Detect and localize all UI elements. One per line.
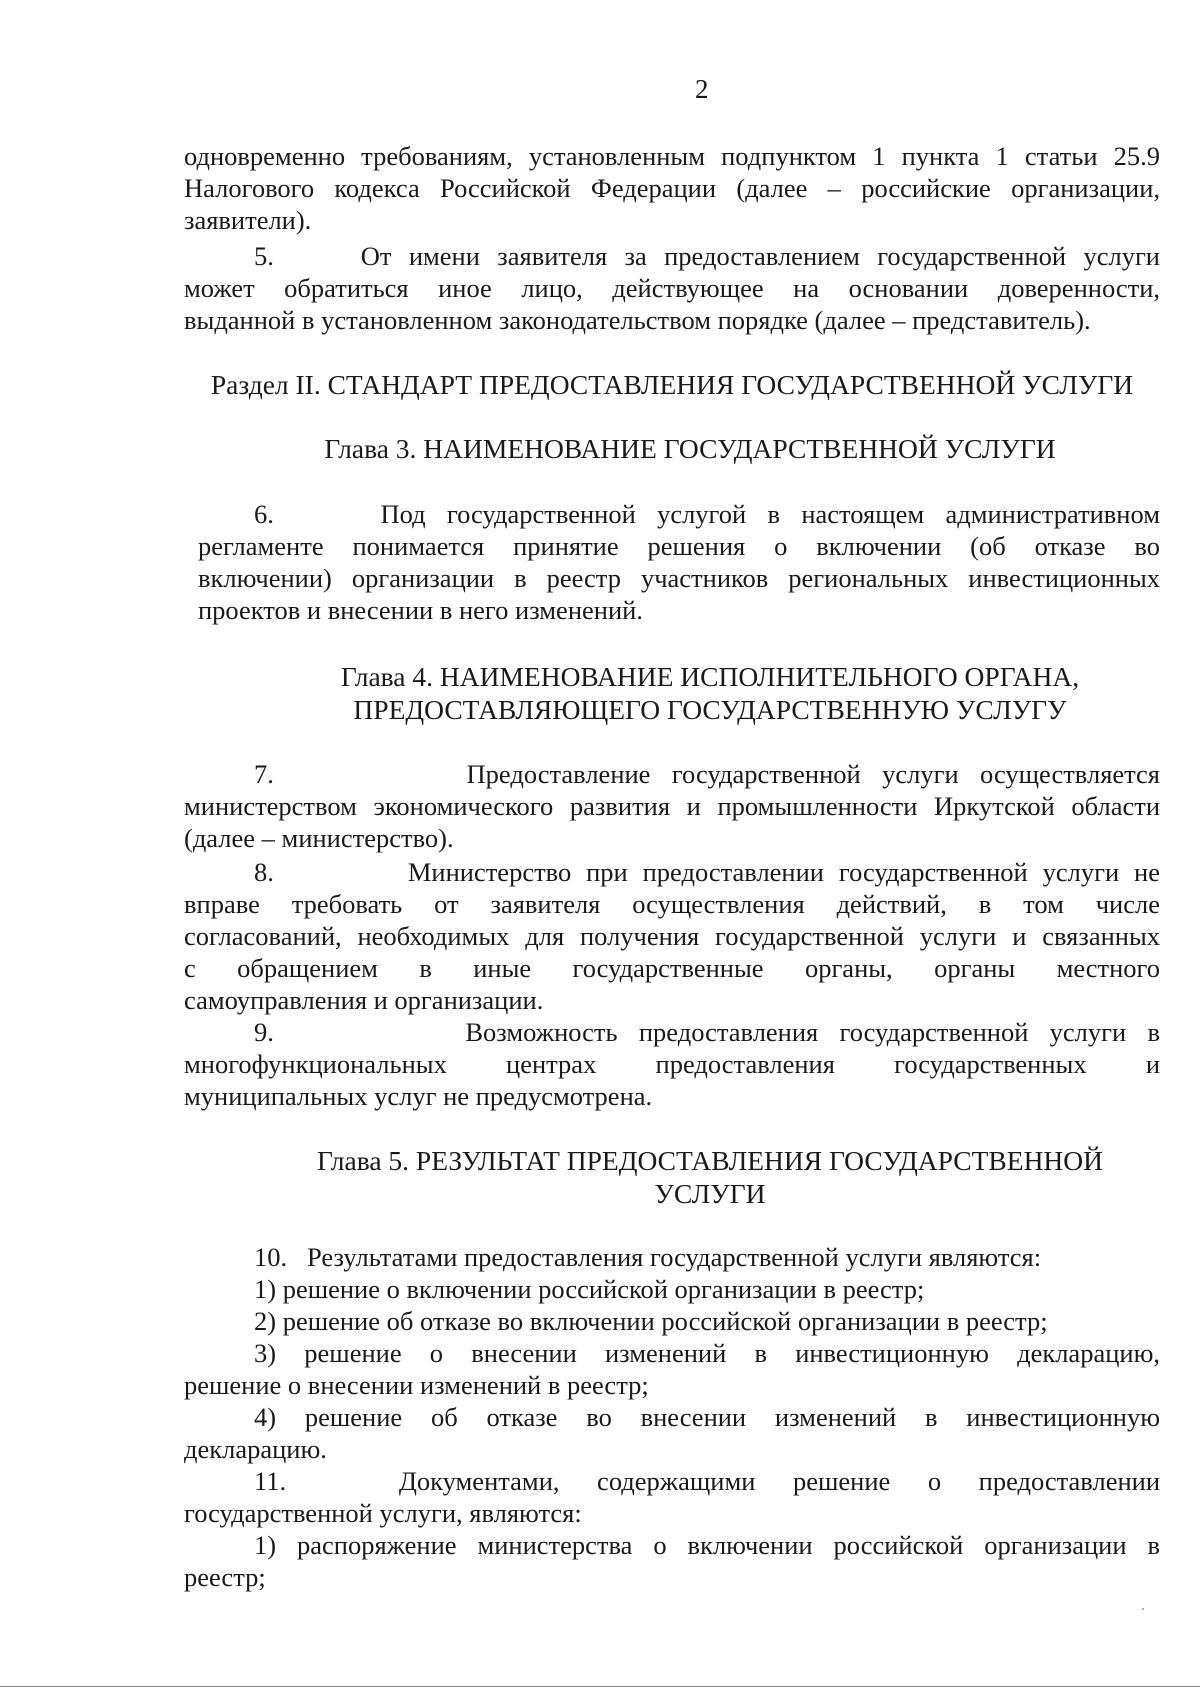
paragraph-6 [198,498,1160,626]
chapter-5-title-line2: УСЛУГИ [654,1178,766,1209]
chapter-5-heading [270,1144,1150,1210]
paragraph-5 [184,240,1160,336]
text-line: 5. От имени заявителя за предоставлением государственной услуги [254,241,1160,271]
chapter-4-heading [270,660,1150,726]
text-line: может обратиться иное лицо, действующее на основании доверенности, [184,273,1160,303]
text-line: муниципальных услуг не предусмотрена. [184,1081,653,1111]
text-line: декларацию. [184,1434,327,1464]
paragraph-8 [184,856,1160,1016]
page-number-text: 2 [695,74,709,104]
section-title: Раздел II. СТАНДАРТ ПРЕДОСТАВЛЕНИЯ ГОСУДАРСТВЕННОЙ УСЛУГИ [210,369,1134,400]
text-line: решение о внесении изменений в реестр; [184,1370,649,1400]
text-line: 10. Результатами предоставления государственной услуги являются: [254,1242,1042,1272]
text-line: с обращением в иные государственные органы, органы местного [184,953,1160,983]
list-item: 1) решение о включении российской организации в реестр; [254,1274,925,1304]
text-line: министерством экономического развития и промышленности Иркутской области [184,791,1160,821]
text-line: одновременно требованиям, установленным подпунктом 1 пункта 1 статьи 25.9 [184,141,1160,171]
text-line: 6. Под государственной услугой в настоящем административном [254,499,1160,529]
chapter-4-title-line1: Глава 4. НАИМЕНОВАНИЕ ИСПОЛНИТЕЛЬНОГО ОРГАНА, [340,661,1080,692]
text-line: 11. Документами, содержащими решение о предоставлении [254,1466,1160,1496]
chapter-4-title-line2: ПРЕДОСТАВЛЯЮЩЕГО ГОСУДАРСТВЕННУЮ УСЛУГУ [353,694,1067,725]
text-line: (далее – министерство). [184,823,454,853]
text-line: 8. Министерство при предоставлении государственной услуги не [254,857,1160,887]
text-line: 9. Возможность предоставления государственной услуги в [254,1017,1160,1047]
text-line: вправе требовать от заявителя осуществления действий, в том числе [184,889,1160,919]
text-line: регламенте понимается принятие решения о включении (об отказе во [198,531,1160,561]
text-line: реестр; [184,1562,266,1592]
chapter-3-title: Глава 3. НАИМЕНОВАНИЕ ГОСУДАРСТВЕННОЙ УСЛУГИ [324,433,1056,464]
paragraph-11 [184,1465,1160,1593]
paragraph-7 [184,758,1160,854]
text-line: многофункциональных центрах предоставления государственных и [184,1049,1160,1079]
list-item: 1) распоряжение министерства о включении российской организации в [254,1530,1160,1560]
chapter-3-heading [240,432,1140,465]
scan-speck [1142,1608,1144,1610]
chapter-5-title-line1: Глава 5. РЕЗУЛЬТАТ ПРЕДОСТАВЛЕНИЯ ГОСУДАРСТВЕННОЙ [316,1145,1104,1176]
list-item: 2) решение об отказе во включении российской организации в реестр; [254,1306,1048,1336]
text-line: самоуправления и организации. [184,985,544,1015]
text-line: согласований, необходимых для получения государственной услуги и связанных [184,921,1160,951]
paragraph-9 [184,1016,1160,1112]
text-line: 7. Предоставление государственной услуги осуществляется [254,759,1160,789]
paragraph-continuation [184,140,1160,236]
text-line: выданной в установленном законодательством порядке (далее – представитель). [184,305,1091,335]
text-line: Налогового кодекса Российской Федерации (далее – российские организации, [184,173,1160,203]
text-line: проектов и внесении в него изменений. [198,595,643,625]
list-item: 4) решение об отказе во внесении изменений в инвестиционную [254,1402,1160,1432]
text-line: заявители). [184,205,312,235]
section-heading [184,368,1160,401]
page-bottom-edge [0,1686,1200,1687]
text-line: включении) организации в реестр участников региональных инвестиционных [198,563,1160,593]
list-item: 3) решение о внесении изменений в инвестиционную декларацию, [254,1338,1160,1368]
paragraph-10 [184,1241,1160,1465]
text-line: государственной услуги, являются: [184,1498,582,1528]
